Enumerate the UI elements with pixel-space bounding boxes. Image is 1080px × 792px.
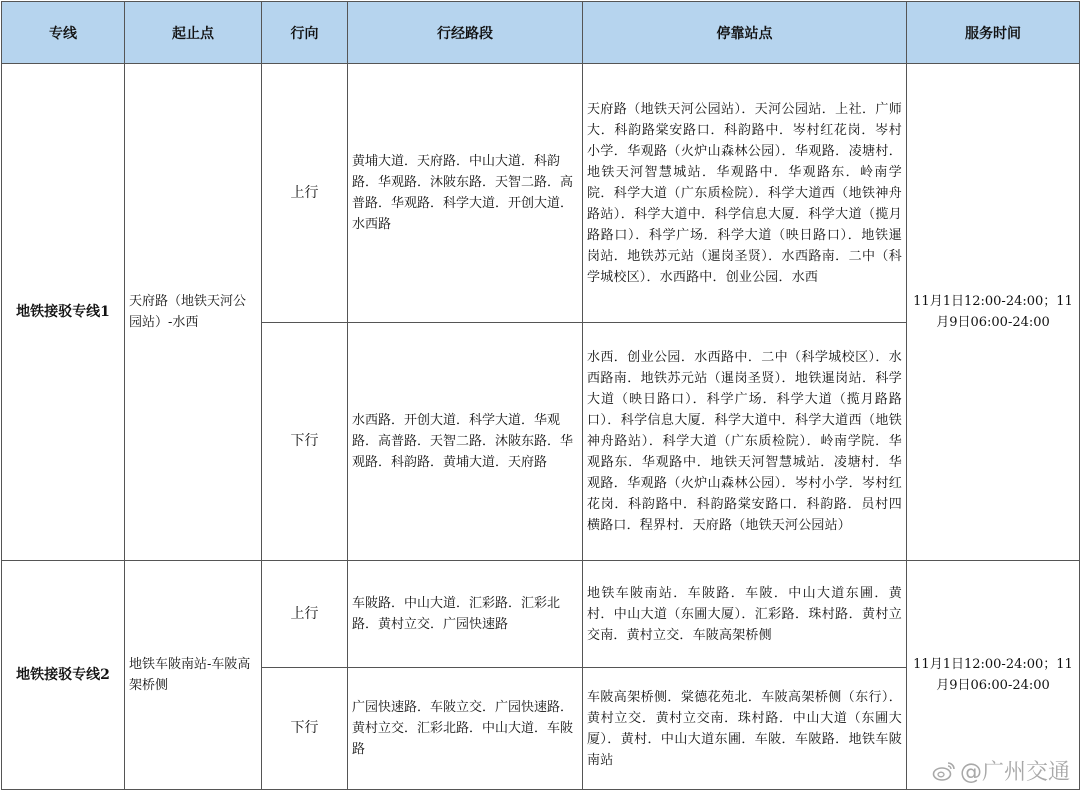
line-name-cell: 地铁接驳专线1 bbox=[2, 64, 125, 561]
direction-cell: 上行 bbox=[262, 64, 348, 323]
table-row bbox=[2, 64, 1080, 323]
weibo-logo-icon bbox=[932, 760, 956, 782]
header-route: 行经路段 bbox=[348, 2, 583, 64]
stops-cell: 水西．创业公园．水西路中．二中（科学城校区）．水西路南．地铁苏元站（暹岗圣贤）．地铁暹岗站．科学大道（映日路口）．科学广场．科学大道（揽月路路口）．科学信息大厦．科学大道中．科学大道西（地铁神舟路站）．科学大道（广东质检院）．岭南学院．华观路东．华观路中．地铁天河智慧城站．凌塘村．华观路．华观路（火炉山森林公园）．岑村小学．岑村红花岗．科韵路中．科韵路棠安路口．科韵路．员村四横路口．程界村．天府路（地铁天河公园站） bbox=[583, 323, 907, 561]
stops-cell: 天府路（地铁天河公园站）．天河公园站．上社．广师大．科韵路棠安路口．科韵路中．岑村红花岗．岑村小学．华观路（火炉山森林公园）．华观路．凌塘村．地铁天河智慧城站．华观路中．华观路东．岭南学院．科学大道（广东质检院）．科学大道西（地铁神舟路站）．科学大道中．科学信息大厦．科学大道（揽月路路口）．科学广场．科学大道（映日路口）．地铁暹岗站．地铁苏元站（暹岗圣贤）．水西路南．二中（科学城校区）．水西路中．创业公园．水西 bbox=[583, 64, 907, 323]
header-service-time: 服务时间 bbox=[907, 2, 1080, 64]
route-cell: 水西路．开创大道．科学大道．华观路．高普路．天智二路．沐陂东路．华观路．科韵路．黄埔大道．天府路 bbox=[348, 323, 583, 561]
direction-cell: 下行 bbox=[262, 323, 348, 561]
bus-route-table bbox=[1, 1, 1080, 790]
direction-cell: 下行 bbox=[262, 668, 348, 790]
header-endpoints: 起止点 bbox=[125, 2, 262, 64]
table-row bbox=[2, 561, 1080, 668]
header-stops: 停靠站点 bbox=[583, 2, 907, 64]
service-time-cell: 11月1日12:00-24:00；11月9日06:00-24:00 bbox=[907, 64, 1080, 561]
service-time-cell: 11月1日12:00-24:00；11月9日06:00-24:00 bbox=[907, 561, 1080, 790]
header-direction: 行向 bbox=[262, 2, 348, 64]
endpoints-cell: 天府路（地铁天河公园站）-水西 bbox=[125, 64, 262, 561]
direction-cell: 上行 bbox=[262, 561, 348, 668]
header-line: 专线 bbox=[2, 2, 125, 64]
stops-cell: 地铁车陂南站．车陂路．车陂．中山大道东圃．黄村．中山大道（东圃大厦）．汇彩路．珠村路．黄村立交南．黄村立交．车陂高架桥侧 bbox=[583, 561, 907, 668]
route-cell: 车陂路．中山大道．汇彩路．汇彩北路．黄村立交．广园快速路 bbox=[348, 561, 583, 668]
stops-cell: 车陂高架桥侧．棠德花苑北．车陂高架桥侧（东行）．黄村立交．黄村立交南．珠村路．中山大道（东圃大厦）．黄村．中山大道东圃．车陂．车陂路．地铁车陂南站 bbox=[583, 668, 907, 790]
line-name-cell: 地铁接驳专线2 bbox=[2, 561, 125, 790]
endpoints-cell: 地铁车陂南站-车陂高架桥侧 bbox=[125, 561, 262, 790]
route-cell: 广园快速路．车陂立交．广园快速路．黄村立交．汇彩北路．中山大道．车陂路 bbox=[348, 668, 583, 790]
route-cell: 黄埔大道．天府路．中山大道．科韵路．华观路．沐陂东路．天智二路．高普路．华观路．科学大道．开创大道．水西路 bbox=[348, 64, 583, 323]
watermark-text: @广州交通 bbox=[959, 760, 1070, 785]
watermark bbox=[932, 755, 1070, 786]
header-row bbox=[2, 2, 1080, 64]
